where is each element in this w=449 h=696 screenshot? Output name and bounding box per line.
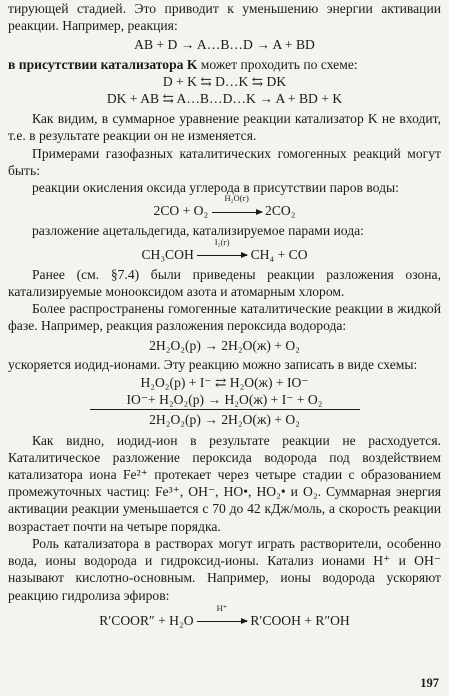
catalyst-arrow [197,236,247,263]
catalyst-arrow [212,193,262,219]
equation-left: R′COOR″ + H₂O [99,612,194,628]
paragraph: реакции окисления оксида углерода в присутствии паров воды: [32,180,399,196]
page-number: 197 [420,675,439,690]
reaction-scheme [90,374,360,429]
equation: IO⁻+ H₂O₂(р) → H₂O(ж) + I⁻ + O₂ [126,392,323,408]
equation [8,236,441,263]
paragraph: Ранее (см. §7.4) были приведены реакции разложения озона, катализируемые монооксидом азота и атомарным хлором. [8,266,441,300]
equation: H₂O₂(р) + I⁻ ⇄ H₂O(ж) + IO⁻ [140,375,309,391]
equation: AB + D → A…B…D → A + BD [134,37,315,53]
text-page [8,0,441,629]
equation-right: 2CO₂ [265,203,296,219]
paragraph [8,56,441,73]
paragraph: Примерами газофазных каталитических гомогенных реакций могут быть: [8,145,441,178]
equation [8,193,441,219]
catalyst-label: H⁺ [216,602,228,613]
paragraph: тирующей стадией. Это приводит к уменьшению энергии активации реакции. Например, реакция: [8,1,441,34]
equation [8,602,441,629]
bold-phrase: в присутствии катализатора K [8,56,198,72]
equation-right: R′COOH + R″OH [250,612,350,628]
paragraph: ускоряется иодид-ионами. Эту реакцию можно записать в виде схемы: [8,356,418,372]
paragraph: Более распространены гомогенные каталитические реакции в жидкой фазе. Например, реакция разложения пероксида водорода: [8,301,441,334]
equation: D + K ⇆ D…K ⇆ DK [162,73,287,89]
paragraph-text: может проходить по схеме: [197,56,358,72]
catalyst-label: I₂(г) [214,236,230,247]
equation: DK + AB ⇆ A…B…D…K → A + BD + K [106,91,343,107]
equation-left: 2CO + O₂ [153,203,209,219]
equation-right: CH₄ + CO [250,246,308,262]
catalyst-label: H₂O(г) [224,193,249,204]
paragraph: Роль катализатора в растворах могут играть растворители, особенно вода, ионы водорода и гидроксид-ионы. Катализ ионами H⁺ и OH⁻ называют кислотно-основным. Например, ионы водорода ускоряют реакцию гидролиза эфиров: [8,535,441,603]
equation: 2H₂O₂(р) → 2H₂O(ж) + O₂ [149,412,300,428]
paragraph: Как видно, иодид-ион в результате реакции не расходуется. Каталитическое разложение пероксида водорода под воздействием катализатора иона Fe²⁺ протекает через четыре стадии с образованием промежуточных частиц: Fe³⁺, OH⁻, HO•, HO₂• и O₂. Суммарная энергия активации реакции уменьшается с 70 до 42 кДж/моль, а скорость реакции возрастает почти на четыре порядка. [8,432,441,534]
equation: 2H₂O₂(р) → 2H₂O(ж) + O₂ [149,337,300,353]
paragraph: разложение ацетальдегида, катализируемое парами иода: [32,223,364,239]
catalyst-arrow [197,602,247,629]
paragraph: Как видим, в суммарное уравнение реакции катализатор K не входит, т.е. в результате реакции он не изменяется. [8,111,441,144]
sum-line [90,409,360,410]
equation-left: CH₃COH [141,246,194,262]
